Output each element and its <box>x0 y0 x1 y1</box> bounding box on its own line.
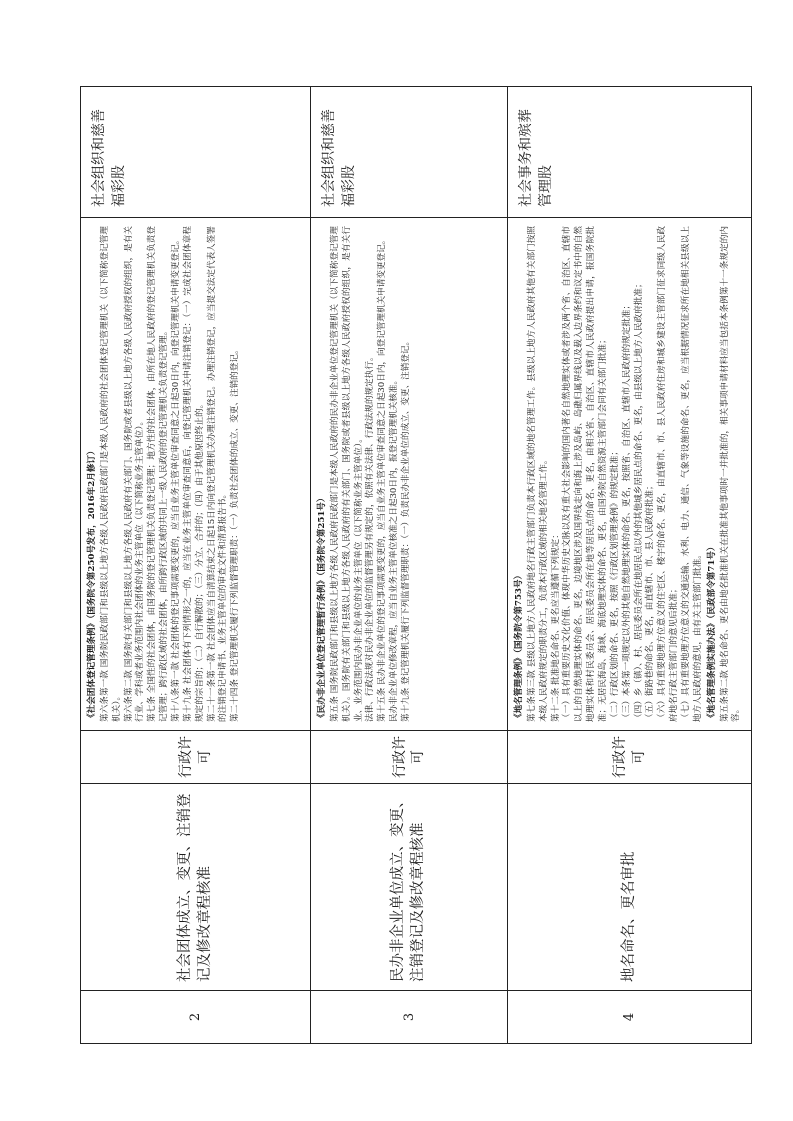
matters-table <box>80 86 752 1044</box>
table-row <box>508 87 752 1044</box>
item-type: 行政许可 <box>81 731 311 784</box>
table-row <box>311 87 508 1044</box>
law-article: （二）行政区划的命名、更名，按照《行政区划管理条例》的规定批准； <box>609 446 620 722</box>
item-type: 行政许可 <box>508 731 752 784</box>
law-article: 第五条第二款 地名命名、更名由地名批准机关在批准其他事项时一并批准的，相关事项申请材料应当包括本条例第十一条规定的内容。 <box>719 226 742 722</box>
item-name: 社会团体成立、变更、注销登记及修改章程核准 <box>81 784 311 991</box>
item-name: 地名命名、更名审批 <box>508 784 752 991</box>
responsible-department: 社会组织和慈善福彩股 <box>311 87 508 218</box>
law-block <box>707 226 744 722</box>
law-article: （四）乡（镇）、村、居民委员会所在地居民点以外的其他城乡居民点的命名、更名，由县级以上地方人民政府批准； <box>633 279 644 722</box>
table-row <box>81 87 311 1044</box>
law-article: （五）街路巷的命名、更名，由直辖市、市、县人民政府批准； <box>645 481 656 722</box>
law-article: 第十八条第一款 社会团体的登记事项需要变更的，应当自业务主管单位审查同意之日起30日内，向登记管理机关申请变更登记。 <box>171 235 182 722</box>
law-article: 第六条第二款 国务院有关部门和县级以上地方各级人民政府有关部门、国务院或者县级以上地方各级人民政府授权的组织，是有关行业、学科或者业务范围内社会团体的业务主管单位（以下简称业务主管单位）。 <box>123 226 146 722</box>
law-article: 第七条 全国性的社会团体，由国务院的登记管理机关负责登记管理；地方性的社会团体，由所在地人民政府的登记管理机关负责登记管理；跨行政区域的社会团体，由所跨行政区域的共同上一级人民政府的登记管理机关负责登记管理。 <box>147 226 170 722</box>
law-article: 第十九条 登记管理机关履行下列监督管理职责：（一）负责民办非企业单位的成立、变更、注销登记。 <box>401 336 412 722</box>
rotated-document-page <box>80 86 742 1044</box>
law-article: （三）本条第一项规定以外的其他自然地理实体的命名、更名，按照省、自治区、直辖市人民政府的规定批准； <box>621 300 632 722</box>
law-article: 第十二条 批准地名命名、更名应当遵循下列规定： <box>550 530 561 722</box>
legal-basis <box>311 218 508 731</box>
law-article: 第七条第三款 县级以上地方人民政府地名行政主管部门负责本行政区域的地名管理工作。县级以上地方人民政府其他有关部门按照本级人民政府规定的职责分工，负责本行政区域的相关地名管理工作。 <box>526 226 549 722</box>
item-type: 行政许可 <box>311 731 508 784</box>
law-title: 《社会团体登记管理条例》（国务院令第250号发布，2016年2月修订） <box>87 446 97 722</box>
law-block <box>317 226 413 722</box>
law-title: 《民办非企业单位登记管理暂行条例》（国务院令第251号） <box>317 493 327 722</box>
law-article: 法律、行政法规对民办非企业单位的监督管理另有规定的，依照有关法律、行政法规的规定执行。 <box>365 352 376 722</box>
legal-basis <box>81 218 311 731</box>
law-article: 第十九条 社会团体有下列情形之一的，应当在业务主管单位审查同意后，向登记管理机关申请注销登记：（一）完成社会团体章程规定的宗旨的；（二）自行解散的；（三）分立、合并的；（四）由于其他原因终止的。 <box>182 226 205 722</box>
responsible-department: 社会组织和慈善福彩股 <box>81 87 311 218</box>
law-block <box>87 226 242 722</box>
law-block <box>514 226 705 722</box>
law-article: 第十五条 民办非企业单位的登记事项需要变更的，应当自业务主管单位审查同意之日起30日内，向登记管理机关申请变更登记。 <box>377 235 388 722</box>
law-article: 第五条 国务院民政部门和县级以上地方各级人民政府民政部门是本级人民政府的民办非企业单位登记管理机关（以下简称登记管理机关）。国务院有关部门和县级以上地方各级人民政府的有关部门、国务院或者县级以上地方各级人民政府授权的组织，是有关行业、业务范围内民办非企业单位的业务主管单位（以下简称业务主管单位）。 <box>329 226 364 722</box>
responsible-department: 社会事务和殡葬管理股 <box>508 87 752 218</box>
row-number: 2 <box>81 991 311 1044</box>
law-article: （一）具有重要历史文化价值、体现中华历史文脉以及有重大社会影响的国内著名自然地理实体或者涉及两个省、自治区、直辖市以上的自然地理实体的命名、更名，边境地区涉及国界线走向和海上涉及岛屿、岛礁归属界线以及载入边界条约和议定书中的自然地理实体和村民委员会、居民委员会所在地等居民点的命名、更名，由相关省、自治区、直辖市人民政府提出申请，报国务院批准；无居民海岛、海域、海底地理实体的命名、更名，由国务院自然资源主管部门会同有关部门批准； <box>562 226 609 722</box>
law-article: 第六条第一款 国务院民政部门和县级以上地方各级人民政府民政部门是本级人民政府的社会团体登记管理机关（以下简称登记管理机关）。 <box>99 226 122 722</box>
law-title: 《地名管理条例实施办法》（民政部令第71号） <box>706 542 717 722</box>
law-article: 第二十四条 登记管理机关履行下列监督管理职责：（一）负责社会团体的成立、变更、注销的登记。 <box>230 345 241 722</box>
row-number: 3 <box>311 991 508 1044</box>
row-number: 4 <box>508 991 752 1044</box>
law-title: 《地名管理条例》（国务院令第753号） <box>514 570 524 722</box>
item-name: 民办非企业单位成立、变更、注销登记及修改章程核准 <box>311 784 508 991</box>
law-article: 第二十一条第一款 社会团体应当自清算结束之日起15日内向登记管理机关办理注销登记。办理注销登记，应当提交法定代表人签署的注销登记申请书、业务主管单位的审查文件和清算报告书。 <box>206 226 229 722</box>
law-article: （六）具有重要地理方位意义的住宅区、楼宇的命名、更名，由直辖市、市、县人民政府住房和城乡建设主管部门征求同级人民政府地名行政主管部门的意见后批准； <box>657 226 680 722</box>
legal-basis <box>508 218 752 731</box>
law-article: 民办非企业单位修改章程，应当自业务主管单位核准之日起30日内，报登记管理机关核准。 <box>389 375 400 722</box>
law-article: （七）具有重要地理方位意义的交通运输、水利、电力、通信、气象等设施的命名、更名，应当根据情况征求所在地相关县级以上地方人民政府的意见，由有关主管部门批准。 <box>681 226 703 722</box>
